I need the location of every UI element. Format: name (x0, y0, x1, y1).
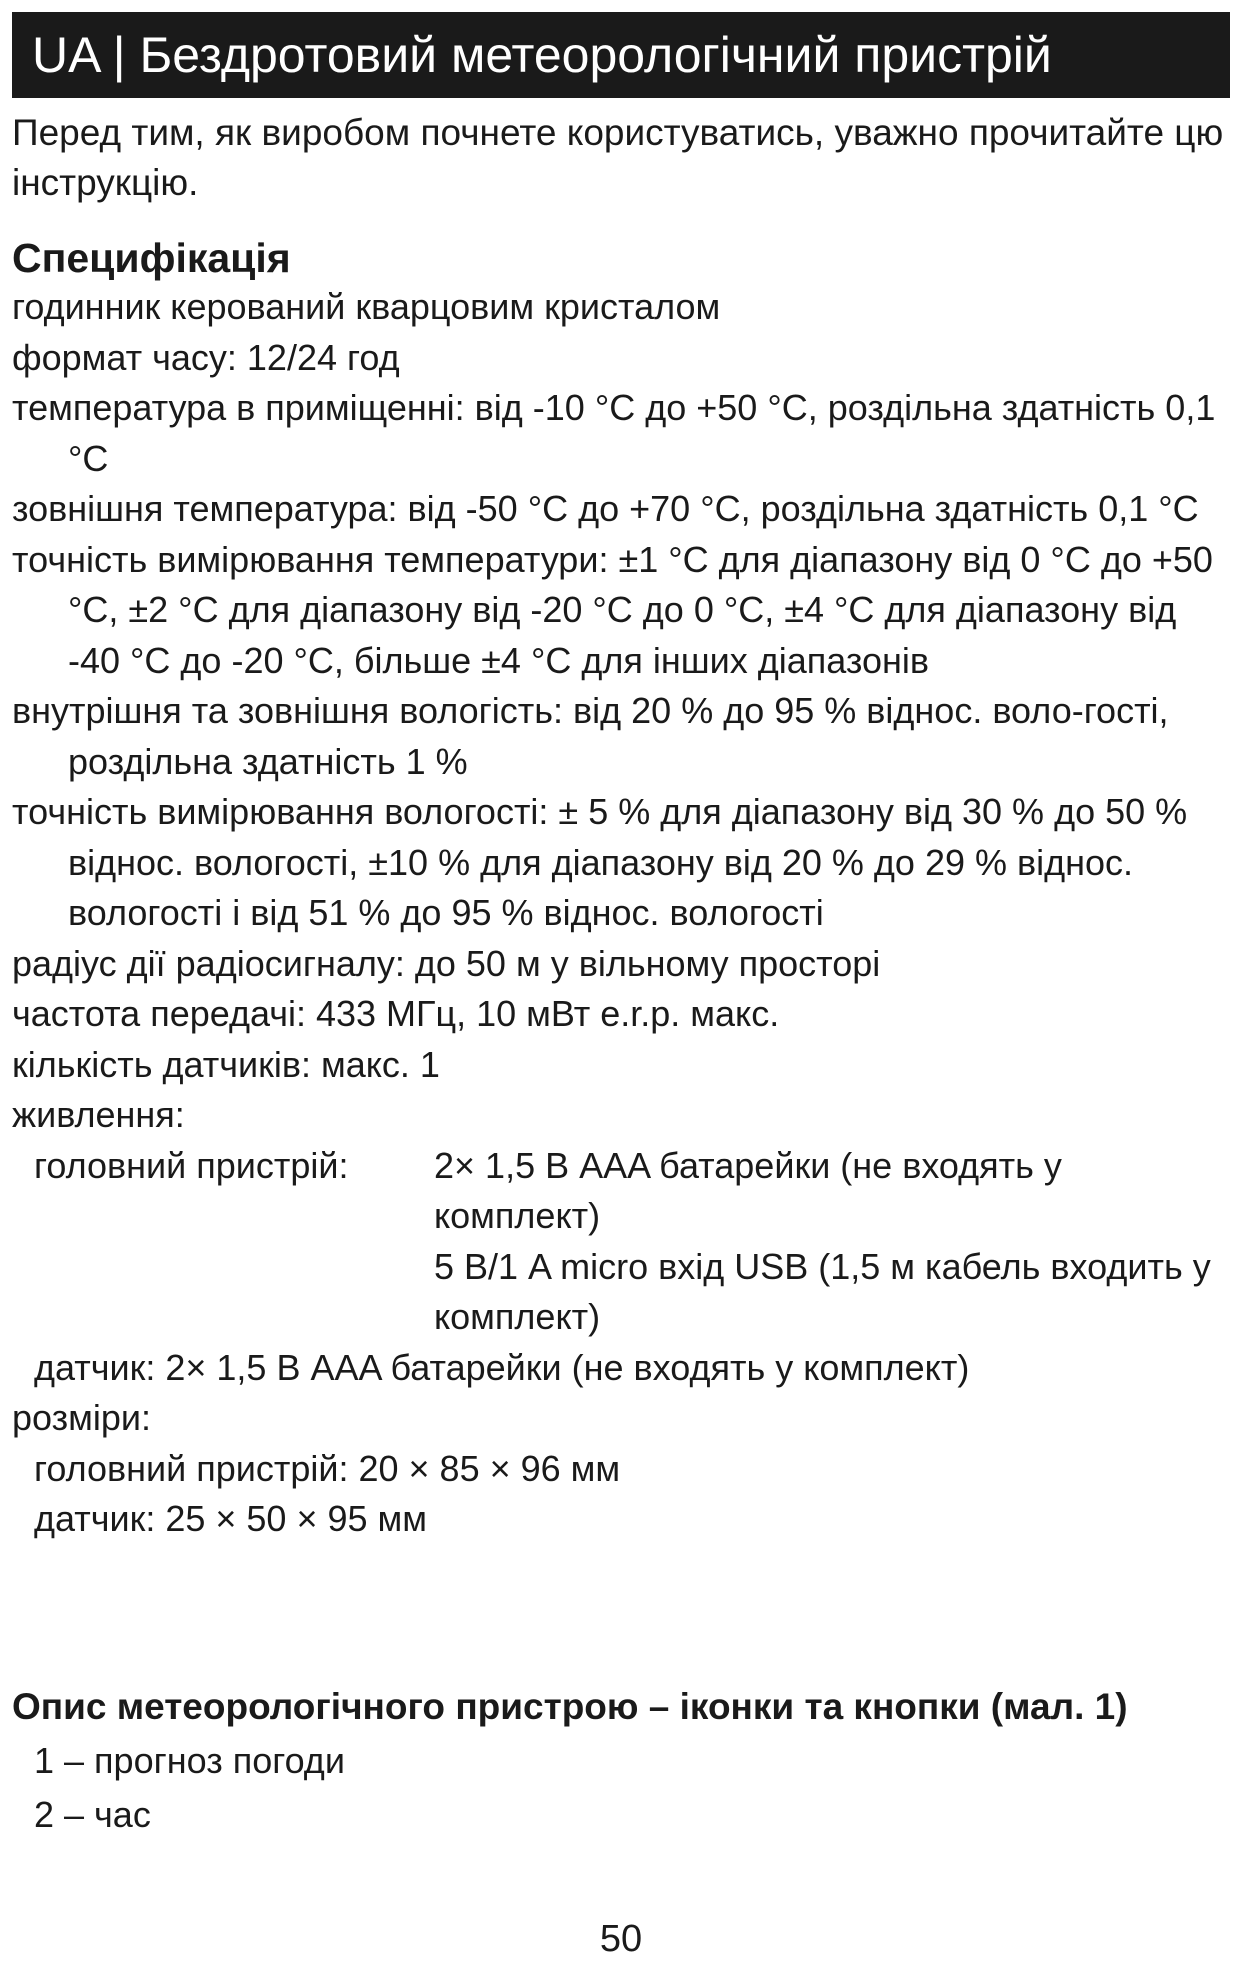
spec-item: внутрішня та зовнішня вологість: від 20 % до 95 % віднос. воло-гості, роздільна здатність 1 % (12, 690, 1169, 782)
dimensions-main-unit: головний пристрій: 20 × 85 × 96 мм (34, 1447, 621, 1489)
description-heading: Опис метеорологічного пристрою – іконки та кнопки (мал. 1) (12, 1686, 1128, 1727)
power-main-unit-battery: 2× 1,5 В AAA батарейки (не входять у комплект) (434, 1144, 1062, 1236)
power-main-unit-values (434, 1141, 1234, 1343)
spec-item: точність вимірювання вологості: ± 5 % для діапазону від 30 % до 50 % віднос. вологості, ±10 % для діапазону від 20 % до 29 % віднос. вологості і від 51 % до 95 % віднос. вологості (12, 791, 1188, 933)
spec-item: радіус дії радіосигналу: до 50 м у вільному просторі (12, 942, 881, 984)
page-title: UA | Бездротовий метеорологічний пристрій (32, 27, 1052, 83)
dimensions-sensor: датчик: 25 × 50 × 95 мм (34, 1498, 428, 1539)
page-title-bar (12, 12, 1230, 98)
intro-paragraph: Перед тим, як виробом почнете користуватись, уважно прочитайте цю інструкцію. (12, 112, 1224, 203)
description-list (34, 1734, 345, 1842)
spec-item: частота передачі: 433 МГц, 10 мВт e.r.p. макс. (12, 993, 780, 1034)
power-sensor: датчик: 2× 1,5 В AAA батарейки (не входять у комплект) (34, 1346, 970, 1388)
power-label: живлення: (12, 1094, 185, 1135)
power-main-unit-label: головний пристрій: (34, 1144, 349, 1186)
spec-item: зовнішня температура: від -50 °C до +70 °C, роздільна здатність 0,1 °C (12, 488, 1199, 529)
spec-item: точність вимірювання температури: ±1 °C для діапазону від 0 °C до +50 °C, ±2 °C для діапазону від -20 °C до 0 °C, ±4 °C для діапазону від -40 °C до -20 °C, більше ±4 °C для інших діапазонів (12, 538, 1213, 681)
power-main-unit (12, 1141, 1234, 1343)
specification-list (12, 282, 1234, 1545)
specification-heading: Специфікація (12, 235, 291, 281)
spec-item: кількість датчиків: макс. 1 (12, 1043, 440, 1085)
spec-item: годинник керований кварцовим кристалом (12, 286, 721, 327)
description-item: 1 – прогноз погоди (34, 1740, 345, 1781)
dimensions-label: розміри: (12, 1397, 152, 1438)
description-item: 2 – час (34, 1794, 151, 1835)
page-number: 50 (599, 1918, 643, 1960)
power-main-unit-usb: 5 В/1 A micro вхід USB (1,5 м кабель входить у комплект) (434, 1245, 1211, 1337)
spec-item: температура в приміщенні: від -10 °C до +50 °C, роздільна здатність 0,1 °C (12, 387, 1216, 479)
spec-item: формат часу: 12/24 год (12, 336, 400, 378)
